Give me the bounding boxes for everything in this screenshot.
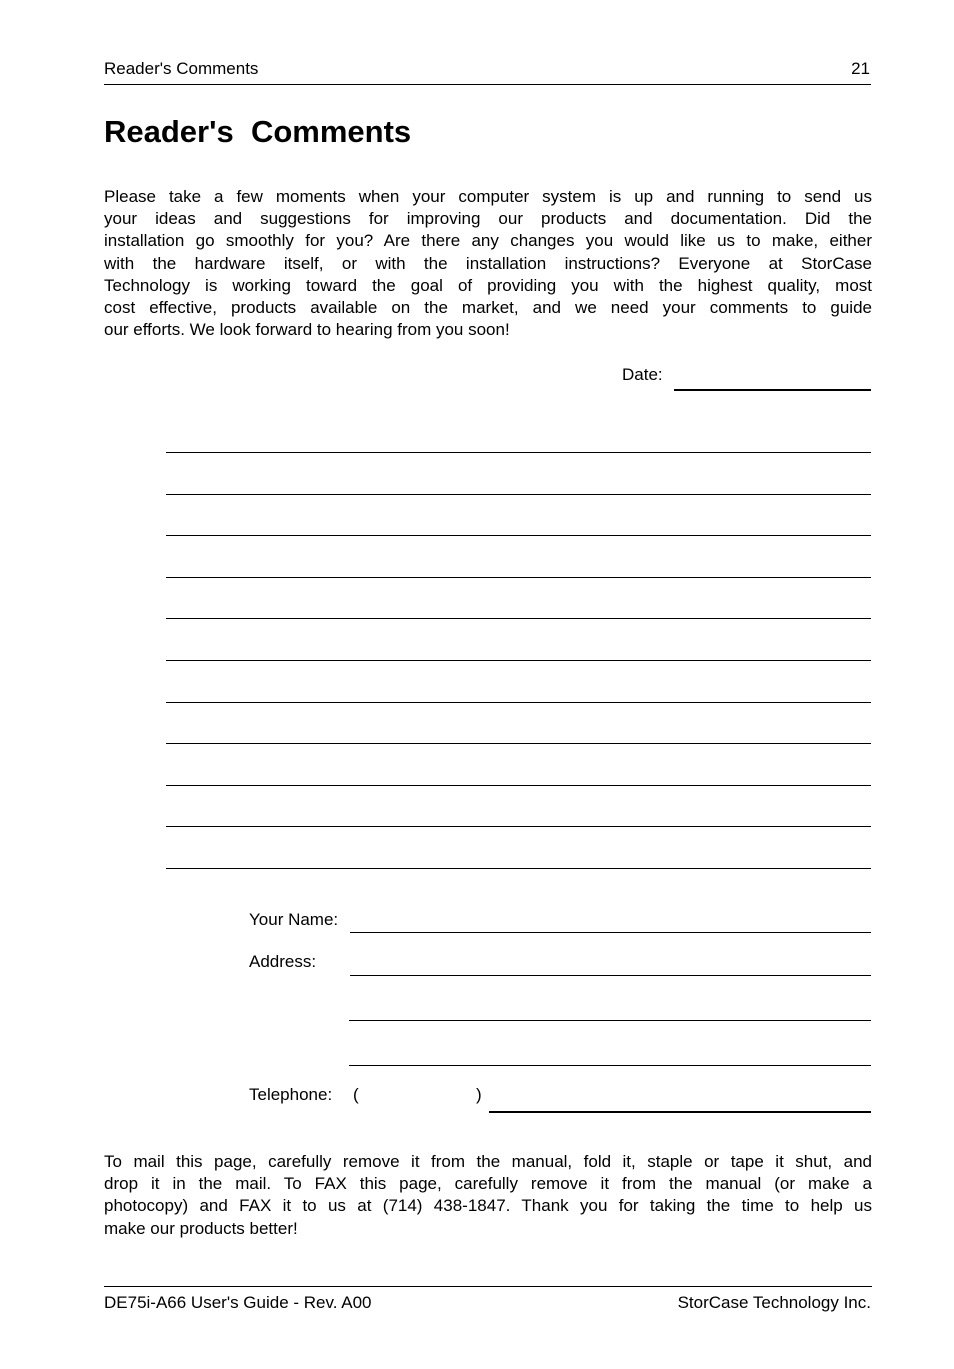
closing-line: To mail this page, carefully remove it from the manual, fold it, staple or tape it shut, and [104,1152,872,1171]
closing-line: drop it in the mail. To FAX this page, carefully remove it from the manual (or make a [104,1174,872,1194]
footer-company: StorCase Technology Inc. [677,1293,871,1312]
intro-line: installation go smoothly for you? Are there any changes you would like us to make, either [104,231,872,251]
date-field[interactable] [674,389,871,391]
comment-line[interactable] [166,785,871,786]
footer-divider [104,1286,872,1287]
comment-line[interactable] [166,577,871,578]
running-header-title: Reader's Comments [104,59,259,78]
intro-line: Technology is working toward the goal of providing you with the highest quality, most [104,275,872,295]
page-number: 21 [851,59,870,78]
closing-paragraph [104,1151,872,1240]
address-field-line-3[interactable] [349,1065,871,1066]
closing-line: photocopy) and FAX it to us at (714) 438-1847. Thank you for taking the time to help us [104,1196,872,1216]
comment-line[interactable] [166,535,871,536]
intro-paragraph [104,186,872,341]
address-label: Address: [249,952,317,971]
intro-line: Please take a few moments when your computer system is up and running to send us [104,187,872,206]
comment-line[interactable] [166,826,871,827]
intro-line: your ideas and suggestions for improving our products and documentation. Did the [104,209,872,229]
telephone-label: Telephone: [249,1085,333,1104]
comment-line[interactable] [166,452,871,453]
comment-line[interactable] [166,868,871,869]
comment-lines [166,452,871,872]
telephone-field[interactable] [489,1111,871,1113]
comment-line[interactable] [166,494,871,495]
name-field[interactable] [350,932,871,933]
intro-line: with the hardware itself, or with the installation instructions? Everyone at StorCase [104,253,872,273]
closing-line: make our products better! [104,1218,298,1238]
comment-line[interactable] [166,618,871,619]
page-title: Reader's Comments [104,114,412,149]
comment-line[interactable] [166,660,871,661]
address-field-line-2[interactable] [349,1020,871,1021]
intro-line: cost effective, products available on the market, and we need your comments to guide [104,298,872,318]
header-divider [104,84,871,85]
area-code-open-paren: ( [353,1085,359,1104]
date-label: Date: [622,365,663,384]
comment-line[interactable] [166,743,871,744]
comment-line[interactable] [166,702,871,703]
name-label: Your Name: [249,910,339,929]
address-field-line-1[interactable] [350,975,871,976]
footer-document-title: DE75i-A66 User's Guide - Rev. A00 [104,1293,372,1312]
area-code-close-paren: ) [476,1085,482,1104]
intro-line: our efforts. We look forward to hearing from you soon! [104,320,510,340]
